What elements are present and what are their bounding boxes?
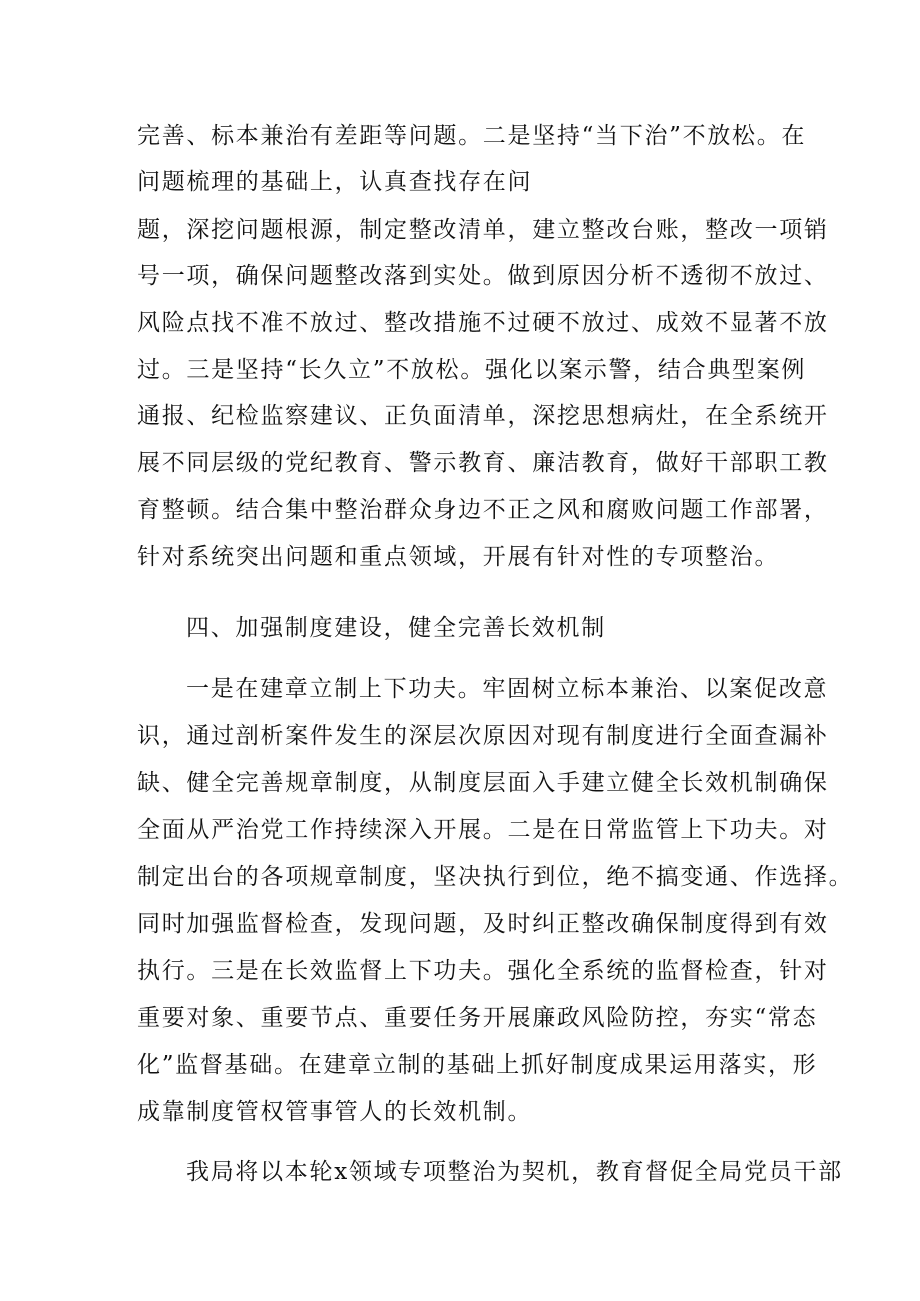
text-line-5: 风险点找不准不放过、整改措施不过硬不放过、成效不显著不放 [137,310,829,336]
text-line-8: 展不同层级的党纪教育、警示教育、廉洁教育，做好干部职工教 [137,450,829,476]
text-line-9: 育整顿。结合集中整治群众身边不正之风和腐败问题工作部署， [137,497,829,523]
text-line-17: 执行。三是在长效监督上下功夫。强化全系统的监督检查，针对 [137,958,829,984]
text-line-10: 针对系统突出问题和重点领域，开展有针对性的专项整治。 [137,544,780,570]
text-line-16: 同时加强监督检查，发现问题，及时纠正整改确保制度得到有效 [137,911,829,937]
text-line-13: 缺、健全完善规章制度，从制度层面入手建立健全长效机制确保 [137,770,829,796]
text-line-19: 化”监督基础。在建章立制的基础上抓好制度成果运用落实，形 [137,1052,818,1078]
text-line-7: 通报、纪检监察建议、正负面清单，深挖思想病灶，在全系统开 [137,403,829,429]
text-line-2: 问题梳理的基础上，认真查找存在问 [137,169,533,195]
text-line-20: 成靠制度管权管事管人的长效机制。 [137,1099,533,1125]
section-heading: 四、加强制度建设，健全完善长效机制 [186,615,606,641]
text-line-15: 制定出台的各项规章制度，坚决执行到位，绝不搞变通、作选择。 [137,864,854,890]
text-line-1: 完善、标本兼治有差距等问题。二是坚持“当下治”不放松。在 [137,123,807,149]
text-line-18: 重要对象、重要节点、重要任务开展廉政风险防控，夯实“常态 [137,1005,818,1031]
text-line-3: 题，深挖问题根源，制定整改清单，建立整改台账，整改一项销 [137,217,829,243]
text-line-12: 识，通过剖析案件发生的深层次原因对现有制度进行全面查漏补 [137,723,829,749]
text-line-14: 全面从严治党工作持续深入开展。二是在日常监管上下功夫。对 [137,817,829,843]
text-line-21: 我局将以本轮x领域专项整治为契机，教育督促全局党员干部 [186,1159,843,1185]
text-line-4: 号一项，确保问题整改落到实处。做到原因分析不透彻不放过、 [137,263,829,289]
text-line-6: 过。三是坚持“长久立”不放松。强化以案示警，结合典型案例 [137,357,807,383]
text-line-11: 一是在建章立制上下功夫。牢固树立标本兼治、以案促改意 [186,676,829,702]
